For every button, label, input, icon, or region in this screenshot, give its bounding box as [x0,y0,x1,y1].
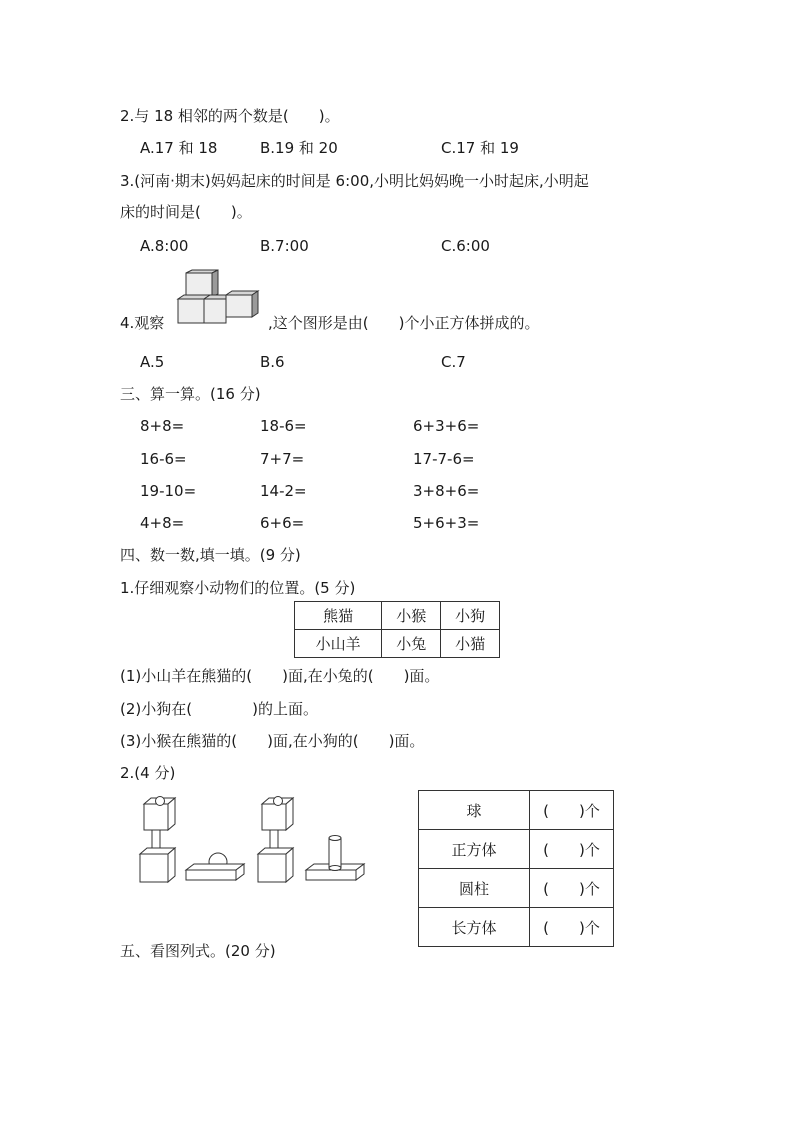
cube-figure [178,270,264,325]
calc-item: 18-6= [260,417,307,435]
calc-item: 17-7-6= [413,450,475,468]
q3-option-a: A.8:00 [140,237,189,255]
calc-item: 5+6+3= [413,514,480,532]
solid-shapes-figure [138,798,368,884]
shape-name-cell: 圆柱 [419,869,530,908]
animal-position-table [294,601,500,658]
q4-prefix: 4.观察 [120,314,165,332]
animal-cell: 小猴 [382,602,441,630]
animal-cell: 小兔 [382,630,441,658]
shape-count-table [418,790,614,947]
calc-item: 16-6= [140,450,187,468]
count-blank-cell[interactable]: ( )个 [530,830,614,869]
animal-cell: 小狗 [441,602,500,630]
shape-name-cell: 球 [419,791,530,830]
q4-option-b: B.6 [260,353,285,371]
section4-q1: (1)小山羊在熊猫的( )面,在小兔的( )面。 [120,667,440,685]
section4-part1-title: 1.仔细观察小动物们的位置。(5 分) [120,579,356,597]
animal-cell: 小猫 [441,630,500,658]
section3-title: 三、算一算。(16 分) [120,385,261,403]
section4-part2-title: 2.(4 分) [120,764,176,782]
count-blank-cell[interactable]: ( )个 [530,869,614,908]
section5-title: 五、看图列式。(20 分) [120,942,276,960]
q2-stem: 2.与 18 相邻的两个数是( )。 [120,107,340,125]
calc-item: 8+8= [140,417,185,435]
animal-cell: 小山羊 [295,630,382,658]
calc-item: 3+8+6= [413,482,480,500]
calc-item: 7+7= [260,450,305,468]
q2-option-c: C.17 和 19 [441,139,519,157]
count-blank-cell[interactable]: ( )个 [530,791,614,830]
calc-item: 6+3+6= [413,417,480,435]
section4-q2: (2)小狗在( )的上面。 [120,700,318,718]
q3-stem-line1: 3.(河南·期末)妈妈起床的时间是 6:00,小明比妈妈晚一小时起床,小明起 [120,172,589,190]
q4-option-c: C.7 [441,353,466,371]
calc-item: 19-10= [140,482,197,500]
q3-stem-line2: 床的时间是( )。 [120,203,252,221]
animal-cell: 熊猫 [295,602,382,630]
q2-option-a: A.17 和 18 [140,139,218,157]
shape-name-cell: 长方体 [419,908,530,947]
count-blank-cell[interactable]: ( )个 [530,908,614,947]
shape-name-cell: 正方体 [419,830,530,869]
calc-item: 6+6= [260,514,305,532]
q4-option-a: A.5 [140,353,165,371]
section4-title: 四、数一数,填一填。(9 分) [120,546,301,564]
section4-q3: (3)小猴在熊猫的( )面,在小狗的( )面。 [120,732,425,750]
q3-option-c: C.6:00 [441,237,490,255]
calc-item: 14-2= [260,482,307,500]
q3-option-b: B.7:00 [260,237,309,255]
q2-option-b: B.19 和 20 [260,139,338,157]
calc-item: 4+8= [140,514,185,532]
q4-suffix: ,这个图形是由( )个小正方体拼成的。 [268,314,540,332]
